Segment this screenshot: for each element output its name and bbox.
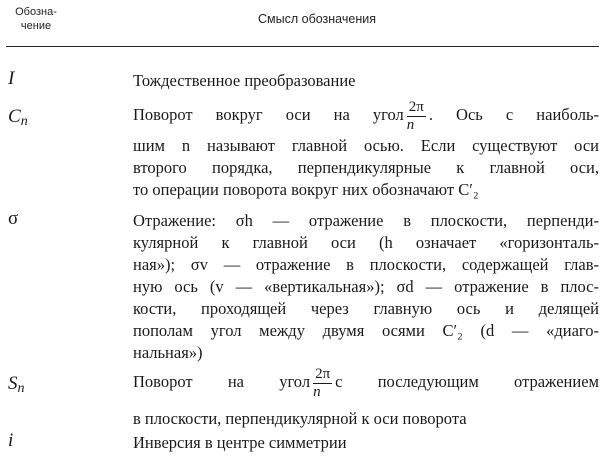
fraction-numerator: 2π: [315, 365, 331, 382]
meaning-line: шим n называют главной осью. Если существуют оси: [133, 136, 599, 155]
symbol-improper-rotation-subscript: n: [17, 381, 25, 396]
symbol-rotation: [8, 106, 28, 130]
meaning-line: нальная»): [133, 343, 203, 362]
meaning-line: Отражение: σh — отражение в плоскости, перпенди-: [133, 211, 599, 230]
symbol-reflection: [8, 208, 18, 230]
symbol-improper-rotation: [8, 373, 25, 397]
meaning-rotation: [133, 95, 599, 201]
meaning-identity: [133, 70, 599, 92]
fraction-2pi-n: [313, 366, 332, 401]
symbol-column-header-line1: Обозна-: [15, 6, 57, 18]
meaning-line: ная»); σv — отражение в плоскости, содержащей глав-: [133, 255, 599, 274]
fraction-numerator: 2π: [408, 98, 424, 115]
meaning-column-header: Смысл обозначения: [258, 12, 376, 26]
symbol-column-header: [6, 5, 66, 33]
meaning-improper-rotation: [133, 362, 599, 430]
meaning-line: [133, 95, 599, 135]
symbol-improper-rotation-letter: S: [8, 373, 18, 394]
symbol-rotation-letter: C: [8, 106, 21, 127]
meaning-text: . Ось с наиболь-: [428, 105, 599, 124]
meaning-line: кулярной к главной оси (h означает «горизонталь-: [133, 233, 599, 252]
symbol-rotation-subscript: n: [20, 114, 28, 129]
meaning-line: пополам угол между двумя осями C′₂ (d — «диаго-: [133, 321, 599, 340]
meaning-line: то операции поворота вокруг них обозначают C′₂: [133, 180, 479, 199]
symbol-identity: [8, 68, 14, 90]
fraction-2pi-n: [407, 99, 426, 134]
meaning-line: Инверсия в центре симметрии: [133, 433, 347, 452]
symbol-inversion-letter: i: [8, 430, 14, 451]
meaning-line: Тождественное преобразование: [133, 71, 356, 90]
meaning-reflection: [133, 210, 599, 364]
symbol-column-header-line2: чение: [20, 20, 52, 32]
meaning-line: [133, 362, 599, 402]
meaning-text: с последующим отражением: [335, 372, 599, 391]
fraction-denominator: n: [406, 116, 415, 133]
symbol-identity-letter: I: [8, 68, 15, 89]
fraction-denominator: n: [313, 383, 321, 400]
symbol-inversion: [8, 430, 13, 452]
meaning-line: в плоскости, перпендикулярной к оси поворота: [133, 409, 467, 428]
symbol-reflection-letter: σ: [8, 208, 19, 229]
meaning-inversion: [133, 432, 599, 454]
meaning-text: Поворот на угол: [133, 372, 311, 391]
meaning-line: ную ось (v — «вертикальная»); σd — отражение в плос-: [133, 277, 599, 296]
header-divider: [6, 46, 599, 47]
meaning-line: кости, проходящей через главную ось и делящей: [133, 299, 599, 318]
meaning-text: Поворот вокруг оси на угол: [133, 105, 404, 124]
meaning-line: второго порядка, перпендикулярные к главной оси,: [133, 158, 599, 177]
